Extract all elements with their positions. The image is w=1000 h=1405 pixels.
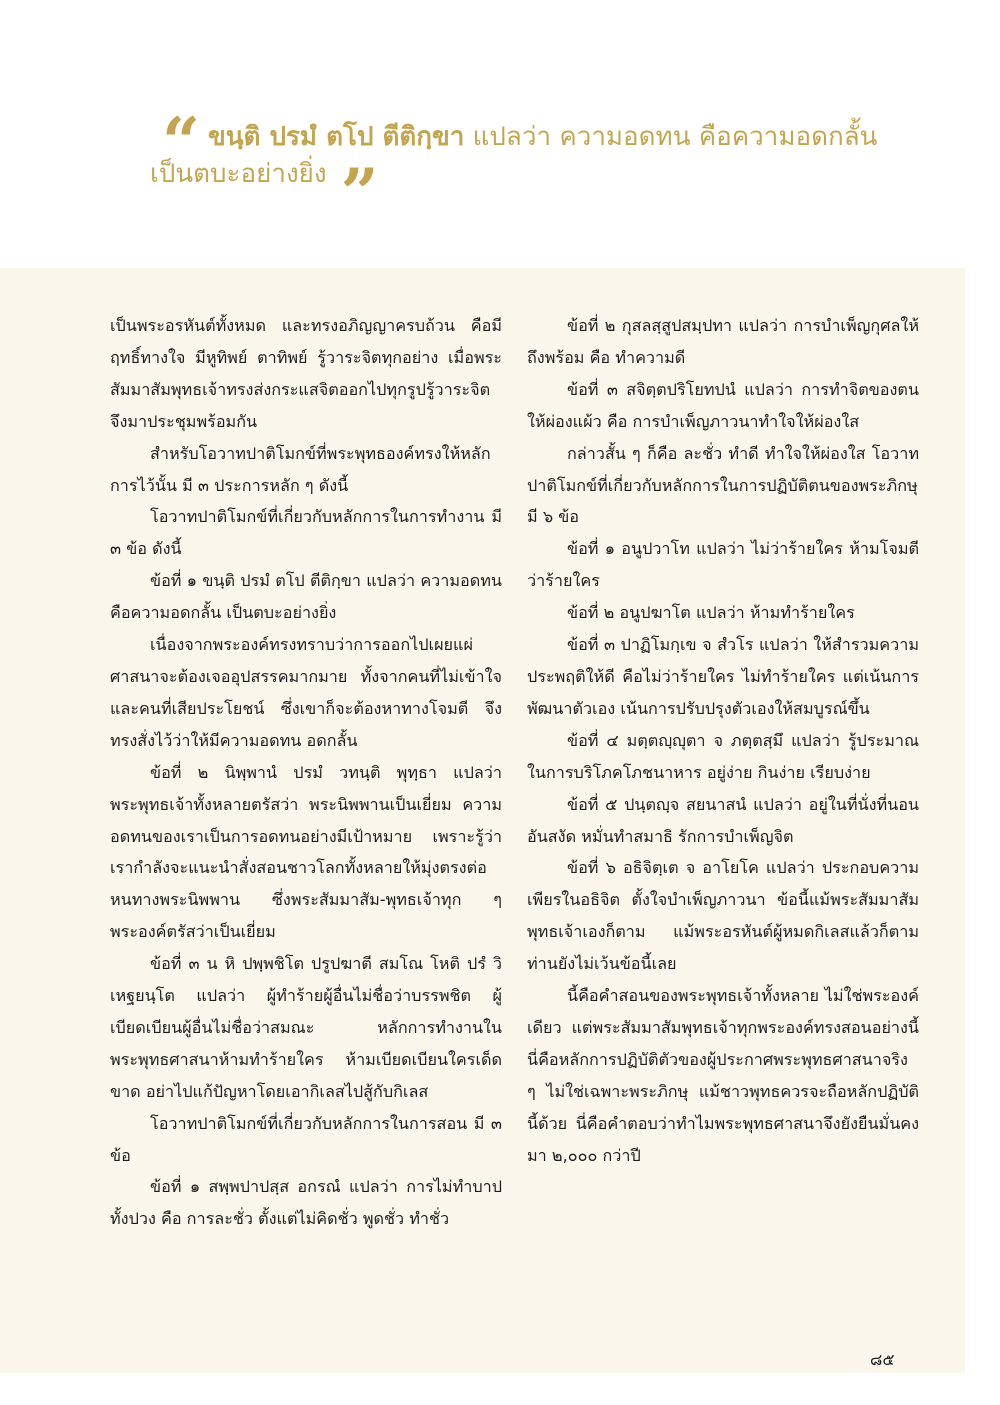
paragraph: ข้อที่ ๑ ขนฺติ ปรมํ ตโป ตีติกฺขา แปลว่า ความอดทน คือความอดกลั้น เป็นตบะอย่างยิ่ง: [110, 571, 502, 623]
paragraph: โอวาทปาติโมกข์ที่เกี่ยวกับหลักการในการทำงาน มี ๓ ข้อ ดังนี้: [110, 507, 502, 559]
open-quote-icon: “: [162, 103, 200, 181]
pull-quote-ending: เป็นตบะอย่างยิ่ง: [150, 159, 327, 189]
right-column: [527, 310, 919, 1171]
paragraph: เนื่องจากพระองค์ทรงทราบว่าการออกไปเผยแผ่ศาสนาจะต้องเจออุปสรรคมากมาย ทั้งจากคนที่ไม่เข้าใจและคนที่เสียประโยชน์ ซึ่งเขาก็จะต้องหาทางโจมตี จึงทรงสั่งไว้ว่าให้มีความอดทน อดกลั้น: [110, 635, 502, 750]
paragraph: ข้อที่ ๔ มตฺตญฺญุตา จ ภตฺตสฺมึ แปลว่า รู้ประมาณในการบริโภคโภชนาหาร อยู่ง่าย กินง่าย เรียบง่าย: [527, 730, 919, 782]
paragraph: ข้อที่ ๖ อธิจิตฺเต จ อาโยโค แปลว่า ประกอบความเพียรในอธิจิต ตั้งใจบำเพ็ญภาวนา ข้อนี้แม้พระสัมมาสัมพุทธเจ้าเองก็ตาม แม้พระอรหันต์ผู้หมดกิเลสแล้วก็ตาม ท่านยังไม่เว้นข้อนี้เลย: [527, 858, 919, 974]
paragraph: กล่าวสั้น ๆ ก็คือ ละชั่ว ทำดี ทำใจให้ผ่องใส โอวาทปาติโมกข์ที่เกี่ยวกับหลักการในการปฏิบัติตนของพระภิกษุ มี ๖ ข้อ: [527, 443, 919, 527]
paragraph: ข้อที่ ๓ ปาฏิโมกฺเข จ สํวโร แปลว่า ให้สำรวมความประพฤติให้ดี คือไม่ว่าร้ายใคร ไม่ทำร้ายใคร แต่เน้นการพัฒนาตัวเอง เน้นการปรับปรุงตัวเองให้สมบูรณ์ขึ้น: [527, 635, 919, 718]
page-number: ๘๕: [870, 1350, 895, 1369]
paragraph: ข้อที่ ๑ สพฺพปาปสฺส อกรณํ แปลว่า การไม่ทำบาปทั้งปวง คือ การละชั่ว ตั้งแต่ไม่คิดชั่ว พูดชั่ว ทำชั่ว: [110, 1177, 502, 1229]
paragraph: นี้คือคำสอนของพระพุทธเจ้าทั้งหลาย ไม่ใช่พระองค์เดียว แต่พระสัมมาสัมพุทธเจ้าทุกพระองค์ทรงสอนอย่างนี้ นี่คือหลักการปฏิบัติตัวของผู้ประกาศพระพุทธศาสนาจริง ๆ ไม่ใช่เฉพาะพระภิกษุ แม้ชาวพุทธควรจะถือหลักปฏิบัตินี้ด้วย นี่คือคำตอบว่าทำไมพระพุทธศาสนาจึงยังยืนมั่นคงมา ๒,๐๐๐ กว่าปี: [527, 986, 919, 1165]
pull-quote-translation: แปลว่า ความอดทน คือความอดกลั้น: [464, 122, 878, 152]
paragraph: สำหรับโอวาทปาติโมกข์ที่พระพุทธองค์ทรงให้หลักการไว้นั้น มี ๓ ประการหลัก ๆ ดังนี้: [110, 443, 491, 495]
pull-quote-line-2: [150, 154, 950, 232]
pull-quote-pali: ขนฺติ ปรมํ ตโป ตีติกฺขา: [207, 122, 465, 152]
close-quote-icon: ”: [340, 154, 379, 232]
paragraph: ข้อที่ ๒ นิพฺพานํ ปรมํ วทนฺติ พุทฺธา แปลว่า พระพุทธเจ้าทั้งหลายตรัสว่า พระนิพพานเป็นเยี่ยม ความอดทนของเราเป็นการอดทนอย่างมีเป้าหมาย เพราะรู้ว่าเรากำลังจะแนะนำสั่งสอนชาวโลกทั้งหลายให้มุ่งตรงต่อหนทางพระนิพพาน ซึ่งพระสัมมาสัม-พุทธเจ้าทุก ๆ พระองค์ตรัสว่าเป็นเยี่ยม: [110, 762, 502, 942]
paragraph: เป็นพระอรหันต์ทั้งหมด และทรงอภิญญาครบถ้วน คือมีฤทธิ์ทางใจ มีหูทิพย์ ตาทิพย์ รู้วาระจิตทุกอย่าง เมื่อพระสัมมาสัมพุทธเจ้าทรงส่งกระแสจิตออกไปทุกรูปรู้วาระจิต จึงมาประชุมพร้อมกัน: [110, 316, 502, 431]
paragraph: ข้อที่ ๒ กุสลสฺสูปสมฺปทา แปลว่า การบำเพ็ญกุศลให้ถึงพร้อม คือ ทำความดี: [527, 316, 919, 367]
paragraph: โอวาทปาติโมกข์ที่เกี่ยวกับหลักการในการสอน มี ๓ ข้อ: [110, 1113, 502, 1165]
paragraph: ข้อที่ ๑ อนูปวาโท แปลว่า ไม่ว่าร้ายใคร ห้ามโจมตีว่าร้ายใคร: [527, 539, 919, 591]
paragraph: ข้อที่ ๕ ปนฺตญฺจ สยนาสนํ แปลว่า อยู่ในที่นั่งที่นอนอันสงัด หมั่นทำสมาธิ รักการบำเพ็ญจิต: [527, 794, 919, 846]
paragraph: ข้อที่ ๓ น หิ ปพฺพชิโต ปรูปฆาตี สมโณ โหติ ปรํ วิเหฐยนฺโต แปลว่า ผู้ทำร้ายผู้อื่นไม่ชื่อว่าบรรพชิต ผู้เบียดเบียนผู้อื่นไม่ชื่อว่าสมณะ หลักการทำงานในพระพุทธศาสนาห้ามทำร้ายใคร ห้ามเบียดเบียนใครเด็ดขาด อย่าไปแก้ปัญหาโดยเอากิเลสไปสู้กับกิเลส: [110, 954, 502, 1101]
paragraph: ข้อที่ ๒ อนูปฆาโต แปลว่า ห้ามทำร้ายใคร: [567, 603, 855, 623]
left-column: [110, 310, 502, 1235]
pull-quote: [150, 103, 950, 232]
paragraph: ข้อที่ ๓ สจิตฺตปริโยทปนํ แปลว่า การทำจิตของตนให้ผ่องแผ้ว คือ การบำเพ็ญภาวนาทำใจให้ผ่องใส: [527, 379, 919, 431]
